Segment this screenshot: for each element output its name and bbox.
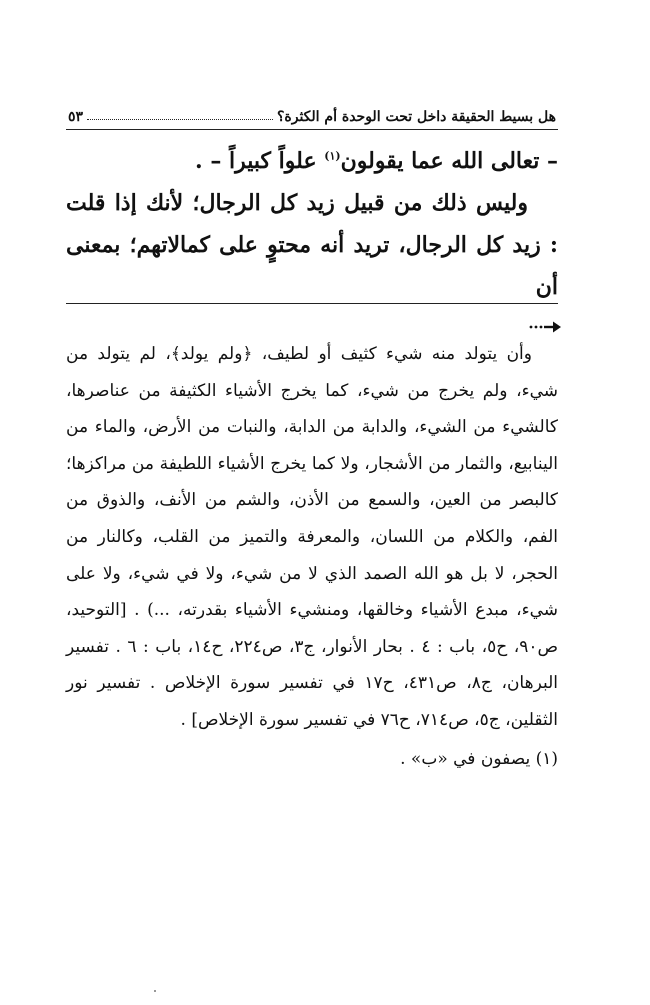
main-line-1	[66, 140, 558, 182]
footnote-continuation: وأن يتولد منه شيء كثيف أو لطيف، ﴿ولم يولد﴾، لم يتولد من شيء، ولم يخرج من شيء، كما يخرج الأشياء الكثيفة من عناصرها، كالشيء من الشيء، والدابة من الدابة، والنبات من الأرض، والماء من الينابيع، والثمار من الأشجار، ولا كما يخرج الأشياء اللطيفة من مراكزها؛ كالبصر من العين، والسمع من الأذن، والشم من الأنف، والذوق من الفم، والكلام من اللسان، والمعرفة والتميز من القلب، وكالنار من الحجر، لا بل هو الله الصمد الذي لا من شيء، ولا في شيء، ولا على شيء، مبدع الأشياء وخالقها، ومنشيء الأشياء بقدرته، ...) . [التوحيد، ص٩٠، ح٥، باب : ٤ . بحار الأنوار، ج٣، ص٢٢٤، ح١٤، باب : ٦ . تفسير البرهان، ج٨، ص٤٣١، ح١٧ في تفسير سورة الإخلاص . تفسير نور الثقلين، ج٥، ص٧١٤، ح٧٦ في تفسير سورة الإخلاص] .	[66, 344, 559, 730]
arrow-continuation-icon	[528, 317, 562, 335]
main-line-1-end: علواً كبيراً – .	[195, 148, 325, 174]
main-line-1-text: – تعالى الله عما يقولون	[340, 148, 558, 174]
footnote-1: (١) يصفون في «ب» .	[400, 748, 558, 769]
header-dot-leader	[87, 119, 273, 120]
running-header	[68, 101, 556, 125]
header-title: هل بسيط الحقيقة داخل تحت الوحدة أم الكثرة؟	[276, 109, 556, 125]
footnote-mark-1: (١)	[324, 149, 341, 163]
main-paragraph: وليس ذلك من قبيل زيد كل الرجال؛ لأنك إذا قلت : زيد كل الرجال، تريد أنه محتوٍ على كمالاتهم؛ بمعنى أن	[66, 190, 558, 300]
scan-speck	[154, 990, 156, 992]
page-number: ٥٣	[68, 109, 84, 125]
footnote-separator	[66, 303, 558, 304]
main-text	[66, 140, 558, 308]
header-divider	[66, 129, 558, 130]
footnotes	[66, 336, 558, 777]
